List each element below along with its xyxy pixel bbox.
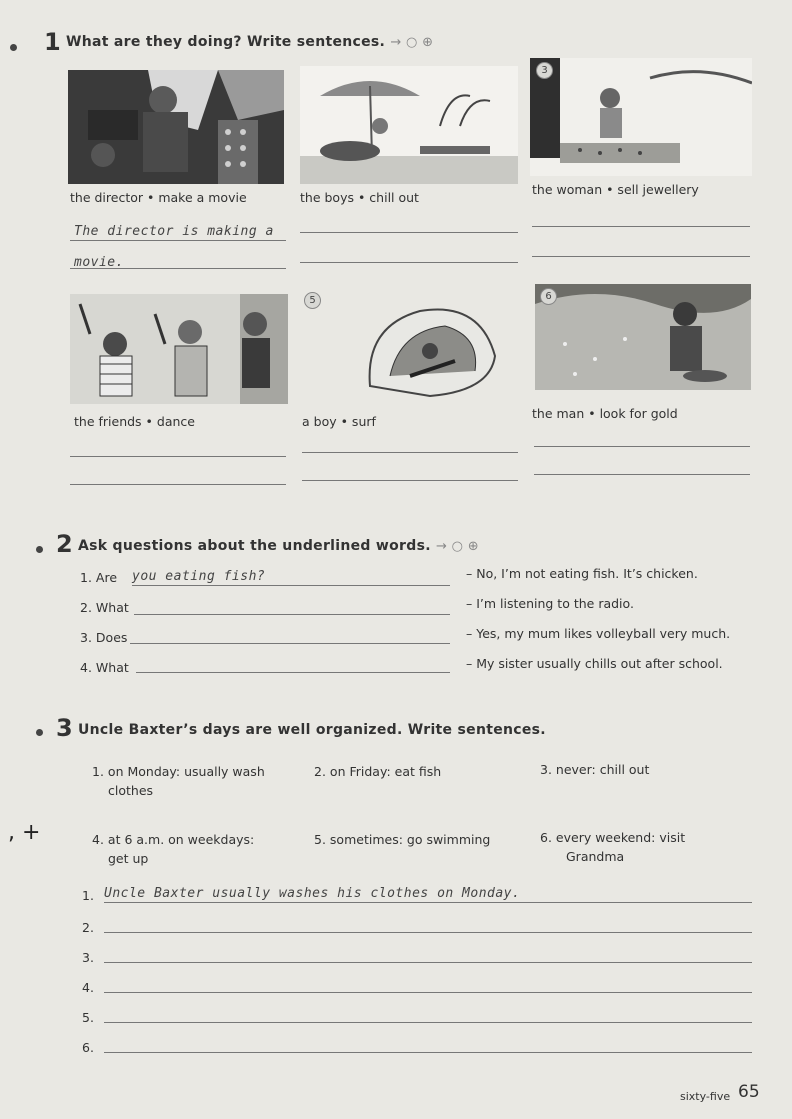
question-2 [80, 600, 129, 615]
question-3 [80, 630, 127, 645]
question-2-prefix: What [95, 600, 129, 615]
answer-1: – No, I’m not eating fish. It’s chicken. [466, 566, 698, 581]
cue-2-number: 2. [314, 764, 326, 779]
question-2-line[interactable] [134, 614, 450, 615]
caption-3: the woman • sell jewellery [532, 182, 699, 197]
picture-surf [360, 296, 500, 398]
ex3-line-2[interactable] [104, 932, 752, 933]
caption-6: the man • look for gold [532, 406, 678, 421]
bullet-ex2 [36, 546, 43, 553]
question-1 [80, 570, 117, 585]
exercise-2-title [78, 538, 479, 554]
answer-line[interactable] [302, 452, 518, 453]
cue-5 [314, 830, 490, 849]
picture-friends [70, 294, 288, 404]
caption-1: the director • make a movie [70, 190, 247, 205]
question-1-line[interactable] [132, 585, 450, 586]
boys-illustration [300, 66, 518, 184]
answer-line[interactable] [70, 456, 286, 457]
ex3-line-5[interactable] [104, 1022, 752, 1023]
cue-1-text-2: clothes [108, 783, 154, 798]
ex3-answer-3-number: 3. [82, 950, 94, 965]
exercise-2-number: 2 [56, 530, 73, 558]
cue-4 [92, 830, 254, 868]
cue-1 [92, 762, 265, 800]
question-4-number: 4. [80, 660, 92, 675]
picture-boys [300, 66, 518, 184]
ex3-answer-1: Uncle Baxter usually washes his clothes on Monday. [104, 886, 521, 901]
answer-2: – I’m listening to the radio. [466, 596, 634, 611]
cue-2-text: on Friday: eat fish [329, 764, 442, 779]
woman-illustration [530, 58, 752, 176]
answer-line[interactable] [532, 226, 750, 227]
gold-illustration [535, 284, 751, 390]
picture-number-6: 6 [540, 288, 557, 305]
picture-number-3: 3 [536, 62, 553, 79]
cue-6-text: every weekend: visit [555, 830, 686, 845]
answer-line[interactable] [532, 256, 750, 257]
answer-line[interactable] [534, 446, 750, 447]
cue-3-text: never: chill out [555, 762, 650, 777]
page-number-words: sixty-five [680, 1090, 731, 1103]
cue-4-text: at 6 a.m. on weekdays: [107, 832, 255, 847]
caption-5: a boy • surf [302, 414, 376, 429]
caption-2: the boys • chill out [300, 190, 419, 205]
answer-4: – My sister usually chills out after school. [466, 656, 723, 671]
bullet-ex3 [36, 729, 43, 736]
margin-mark: , + [8, 820, 41, 845]
ex3-line-3[interactable] [104, 962, 752, 963]
ex3-line-1[interactable] [104, 902, 752, 903]
bullet-ex1 [10, 44, 17, 51]
ex3-answer-2-number: 2. [82, 920, 94, 935]
ex3-answer-6-number: 6. [82, 1040, 94, 1055]
exercise-2-hint: → ○ ⊕ [436, 539, 479, 554]
cue-1-number: 1. [92, 764, 104, 779]
exercise-1-title-text: What are they doing? Write sentences. [66, 34, 386, 50]
exercise-1-hint: → ○ ⊕ [390, 35, 434, 50]
answer-line[interactable] [534, 474, 750, 475]
cue-3-number: 3. [540, 762, 552, 777]
caption-4: the friends • dance [74, 414, 195, 429]
question-1-number: 1. [80, 570, 92, 585]
picture-gold [535, 284, 751, 390]
question-3-number: 3. [80, 630, 92, 645]
answer-3: – Yes, my mum likes volleyball very much. [466, 626, 731, 641]
answer-1-line-2: movie. [74, 255, 124, 270]
question-1-prefix: Are [95, 570, 118, 585]
exercise-1-title [66, 34, 433, 50]
ex3-answer-1-number: 1. [82, 888, 94, 903]
question-2-number: 2. [80, 600, 92, 615]
cue-4-number: 4. [92, 832, 104, 847]
director-illustration [68, 70, 284, 184]
question-4-line[interactable] [136, 672, 450, 673]
exercise-2-title-text: Ask questions about the underlined words. [78, 538, 431, 554]
cue-3 [540, 760, 649, 779]
answer-line[interactable] [302, 480, 518, 481]
cue-6 [540, 828, 685, 866]
cue-5-text: sometimes: go swimming [329, 832, 491, 847]
picture-woman [530, 58, 752, 176]
page-number: 65 [738, 1082, 760, 1102]
picture-number-5: 5 [304, 292, 321, 309]
cue-6-number: 6. [540, 830, 552, 845]
question-3-line[interactable] [130, 643, 450, 644]
answer-line[interactable] [70, 484, 286, 485]
question-4-prefix: What [95, 660, 129, 675]
question-3-prefix: Does [95, 630, 128, 645]
friends-illustration [70, 294, 288, 404]
cue-2 [314, 762, 441, 781]
cue-4-text-2: get up [108, 851, 149, 866]
answer-line[interactable] [300, 262, 518, 263]
answer-line[interactable] [70, 240, 286, 241]
cue-6-text-2: Grandma [566, 849, 625, 864]
answer-line[interactable] [300, 232, 518, 233]
question-4 [80, 660, 129, 675]
cue-1-text: on Monday: usually wash [107, 764, 265, 779]
question-1-handwritten: you eating fish? [132, 569, 266, 584]
answer-1-line-1: The director is making a [74, 224, 274, 239]
exercise-1-number: 1 [44, 28, 61, 56]
answer-line[interactable] [70, 268, 286, 269]
exercise-3-title: Uncle Baxter’s days are well organized. Write sentences. [78, 722, 546, 738]
cue-5-number: 5. [314, 832, 326, 847]
surf-illustration [360, 296, 500, 398]
ex3-answer-4-number: 4. [82, 980, 94, 995]
picture-director [68, 70, 284, 184]
ex3-answer-5-number: 5. [82, 1010, 94, 1025]
exercise-3-number: 3 [56, 714, 73, 742]
ex3-line-6[interactable] [104, 1052, 752, 1053]
ex3-line-4[interactable] [104, 992, 752, 993]
